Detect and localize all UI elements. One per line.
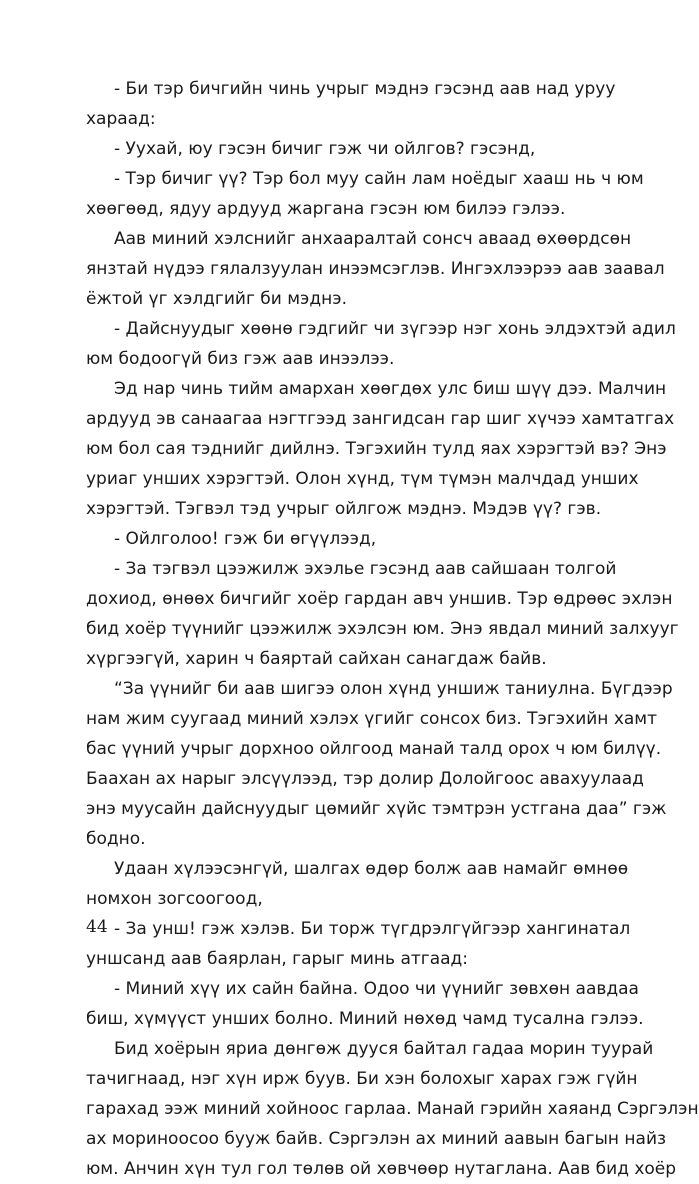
body-text	[86, 74, 699, 1184]
text-line: янзтай нүдээ гялалзуулан инээмсэглэв. Ингэхлээрээ аав заавал	[86, 259, 665, 279]
text-line: - Дайснуудыг хөөнө гэдгийг чи зүгээр нэг хонь элдэхтэй адил	[114, 319, 676, 339]
text-line: - Би тэр бичгийн чинь учрыг мэднэ гэсэнд аав над уруу	[114, 79, 616, 99]
text-line: юм бол сая тэднийг дийлнэ. Тэгэхийн тулд яах хэрэгтэй вэ? Энэ	[86, 439, 667, 459]
text-line: хүргээгүй, харин ч баяртай сайхан санагдаж байв.	[86, 649, 547, 669]
text-line: хөөгөөд, ядуу ардууд жаргана гэсэн юм билээ гэлээ.	[86, 199, 566, 219]
text-line: тачигнаад, нэг хүн ирж буув. Би хэн болохыг харах гэж гүйн	[86, 1069, 638, 1089]
page-number: 44	[86, 917, 108, 937]
text-line: юм. Анчин хүн тул гол төлөв ой хөвчөөр нутаглана. Аав бид хоёр	[86, 1159, 677, 1179]
text-line: Бид хоёрын яриа дөнгөж дууся байтал гадаа морин туурай	[114, 1039, 654, 1059]
text-line: - За тэгвэл цээжилж эхэлье гэсэнд аав сайшаан толгой	[114, 559, 617, 579]
text-line: хараад:	[86, 109, 156, 129]
text-line: хэрэгтэй. Тэгвэл тэд учрыг ойлгож мэднэ. Мэдэв үү? гэв.	[86, 499, 602, 519]
text-line: нам жим суугаад миний хэлэх үгийг сонсох биз. Тэгэхийн хамт	[86, 709, 658, 729]
text-line: “За үүнийг би аав шигээ олон хүнд уншиж таниулна. Бүгдээр	[114, 679, 673, 699]
text-line: - Уухай, юу гэсэн бичиг гэж чи ойлгов? гэсэнд,	[114, 139, 536, 159]
text-line: Аав миний хэлснийг анхааралтай сонсч аваад өхөөрдсөн	[114, 229, 632, 249]
text-line: юм бодоогүй биз гэж аав инээлээ.	[86, 349, 395, 369]
text-line: Баахан ах нарыг элсүүлээд, тэр долир Долойгоос авахуулаад	[86, 769, 644, 789]
text-line: номхон зогсоогоод,	[86, 889, 263, 909]
text-line: энэ муусайн дайснуудыг цөмийг хүйс тэмтрэн устгана даа” гэж	[86, 799, 667, 819]
text-line: ах мориноосоо бууж байв. Сэргэлэн ах миний аавын багын найз	[86, 1129, 667, 1149]
text-line: гарахад ээж миний хойноос гарлаа. Манай гэрийн хаяанд Сэргэлэн	[86, 1099, 699, 1119]
text-line: бас үүний учрыг дорхноо ойлгоод манай талд орох ч юм билүү.	[86, 739, 662, 759]
text-line: ёжтой үг хэлдгийг би мэднэ.	[86, 289, 347, 309]
text-line: Удаан хүлээсэнгүй, шалгах өдөр болж аав намайг өмнөө	[114, 859, 629, 879]
text-line: уриаг унших хэрэгтэй. Олон хүнд, түм түмэн малчдад унших	[86, 469, 639, 489]
text-line: - Ойлголоо! гэж би өгүүлээд,	[114, 529, 377, 549]
text-line: - Миний хүү их сайн байна. Одоо чи үүнийг зөвхөн аавдаа	[114, 979, 639, 999]
text-line: ардууд эв санаагаа нэгтгээд зангидсан гар шиг хүчээ хамтатгах	[86, 409, 675, 429]
text-line: уншсанд аав баярлан, гарыг минь атгаад:	[86, 949, 469, 969]
text-line: дохиод, өнөөх бичгийг хоёр гардан авч уншив. Тэр өдрөөс эхлэн	[86, 589, 673, 609]
text-line: биш, хүмүүст унших болно. Миний нөхөд чамд тусална гэлээ.	[86, 1009, 644, 1029]
text-line: - Тэр бичиг үү? Тэр бол муу сайн лам ноёдыг хааш нь ч юм	[114, 169, 644, 189]
text-line: Эд нар чинь тийм амархан хөөгдөх улс биш шүү дээ. Малчин	[114, 379, 667, 399]
text-line: - За унш! гэж хэлэв. Би торж түгдрэлгүйгээр хангинатал	[114, 919, 631, 939]
text-line: бид хоёр түүнийг цээжилж эхэлсэн юм. Энэ явдал миний залхууг	[86, 619, 679, 639]
text-line: бодно.	[86, 829, 146, 849]
